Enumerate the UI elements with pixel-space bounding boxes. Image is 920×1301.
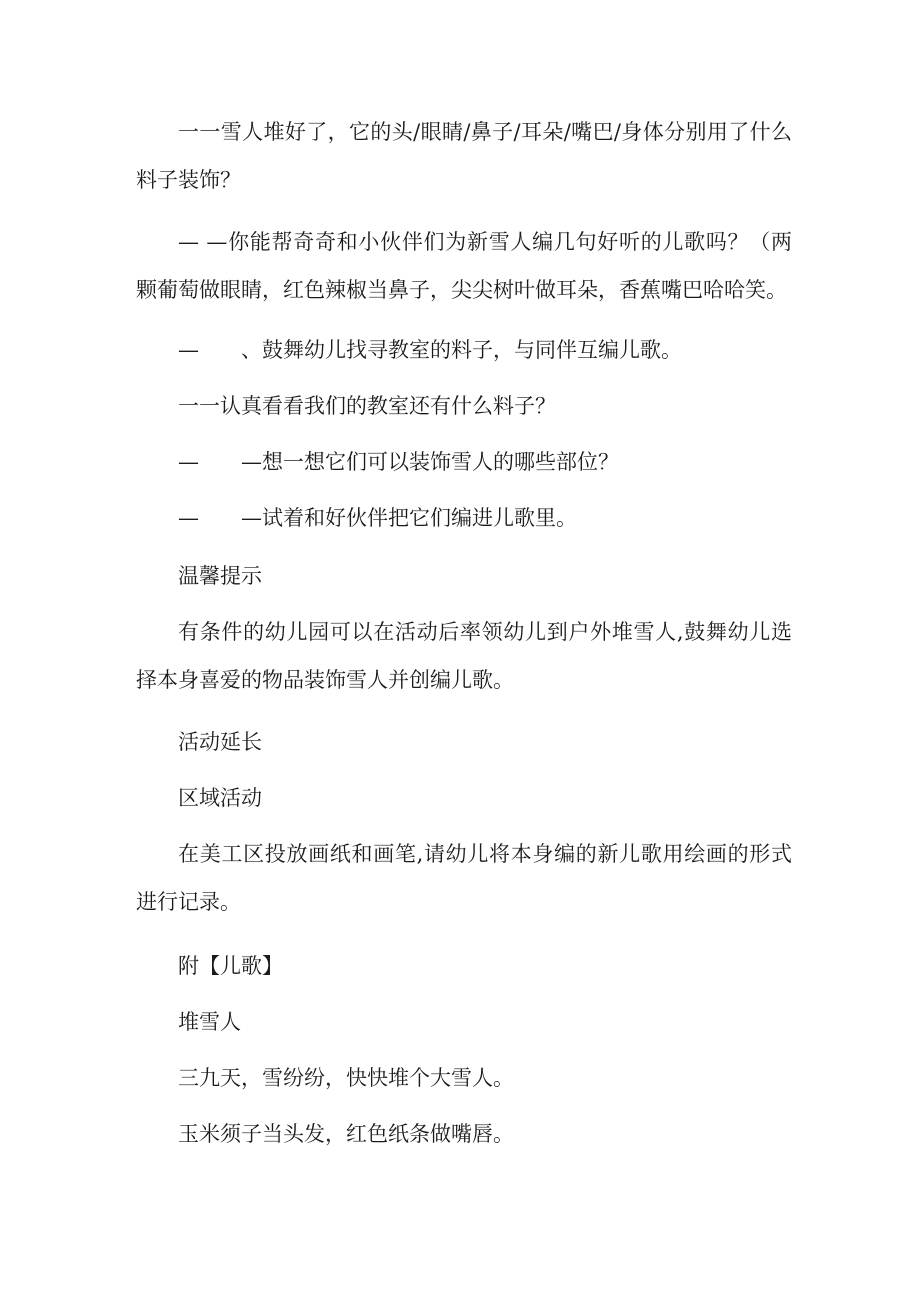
heading-area-activity: 区域活动 <box>178 786 262 810</box>
paragraph-outdoor-activity: 有条件的幼儿园可以在活动后率领幼儿到户外堆雪人,鼓舞幼儿选择本身喜爱的物品装饰雪人并创编儿歌。 <box>136 620 792 692</box>
paragraph-encourage-materials: — 、鼓舞幼儿找寻教室的料子，与同伴互编儿歌。 <box>178 338 682 362</box>
heading-appendix-song: 附【儿歌】 <box>178 954 283 978</box>
paragraph-compose-song: — —你能帮奇奇和小伙伴们为新雪人编几句好听的儿歌吗？（两颗葡萄做眼睛，红色辣椒当鼻子，尖尖树叶做耳朵，香蕉嘴巴哈哈笑。 <box>136 230 792 302</box>
paragraph-think-parts: — —想一想它们可以装饰雪人的哪些部位？ <box>178 450 619 474</box>
paragraph-try-together: — —试着和好伙伴把它们编进儿歌里。 <box>178 506 577 530</box>
song-title: 堆雪人 <box>178 1010 241 1034</box>
paragraph-art-area: 在美工区投放画纸和画笔,请幼儿将本身编的新儿歌用绘画的形式进行记录。 <box>136 842 792 914</box>
song-line-2: 玉米须子当头发，红色纸条做嘴唇。 <box>178 1122 514 1146</box>
song-line-1: 三九天，雪纷纷，快快堆个大雪人。 <box>178 1066 514 1090</box>
paragraph-look-classroom: 一一认真看看我们的教室还有什么料子？ <box>178 394 556 418</box>
heading-activity-extension: 活动延长 <box>178 730 262 754</box>
paragraph-question-decoration: 一一雪人堆好了，它的头/眼睛/鼻子/耳朵/嘴巴/身体分别用了什么料子装饰？ <box>136 120 792 192</box>
heading-warm-tips: 温馨提示 <box>178 564 262 588</box>
